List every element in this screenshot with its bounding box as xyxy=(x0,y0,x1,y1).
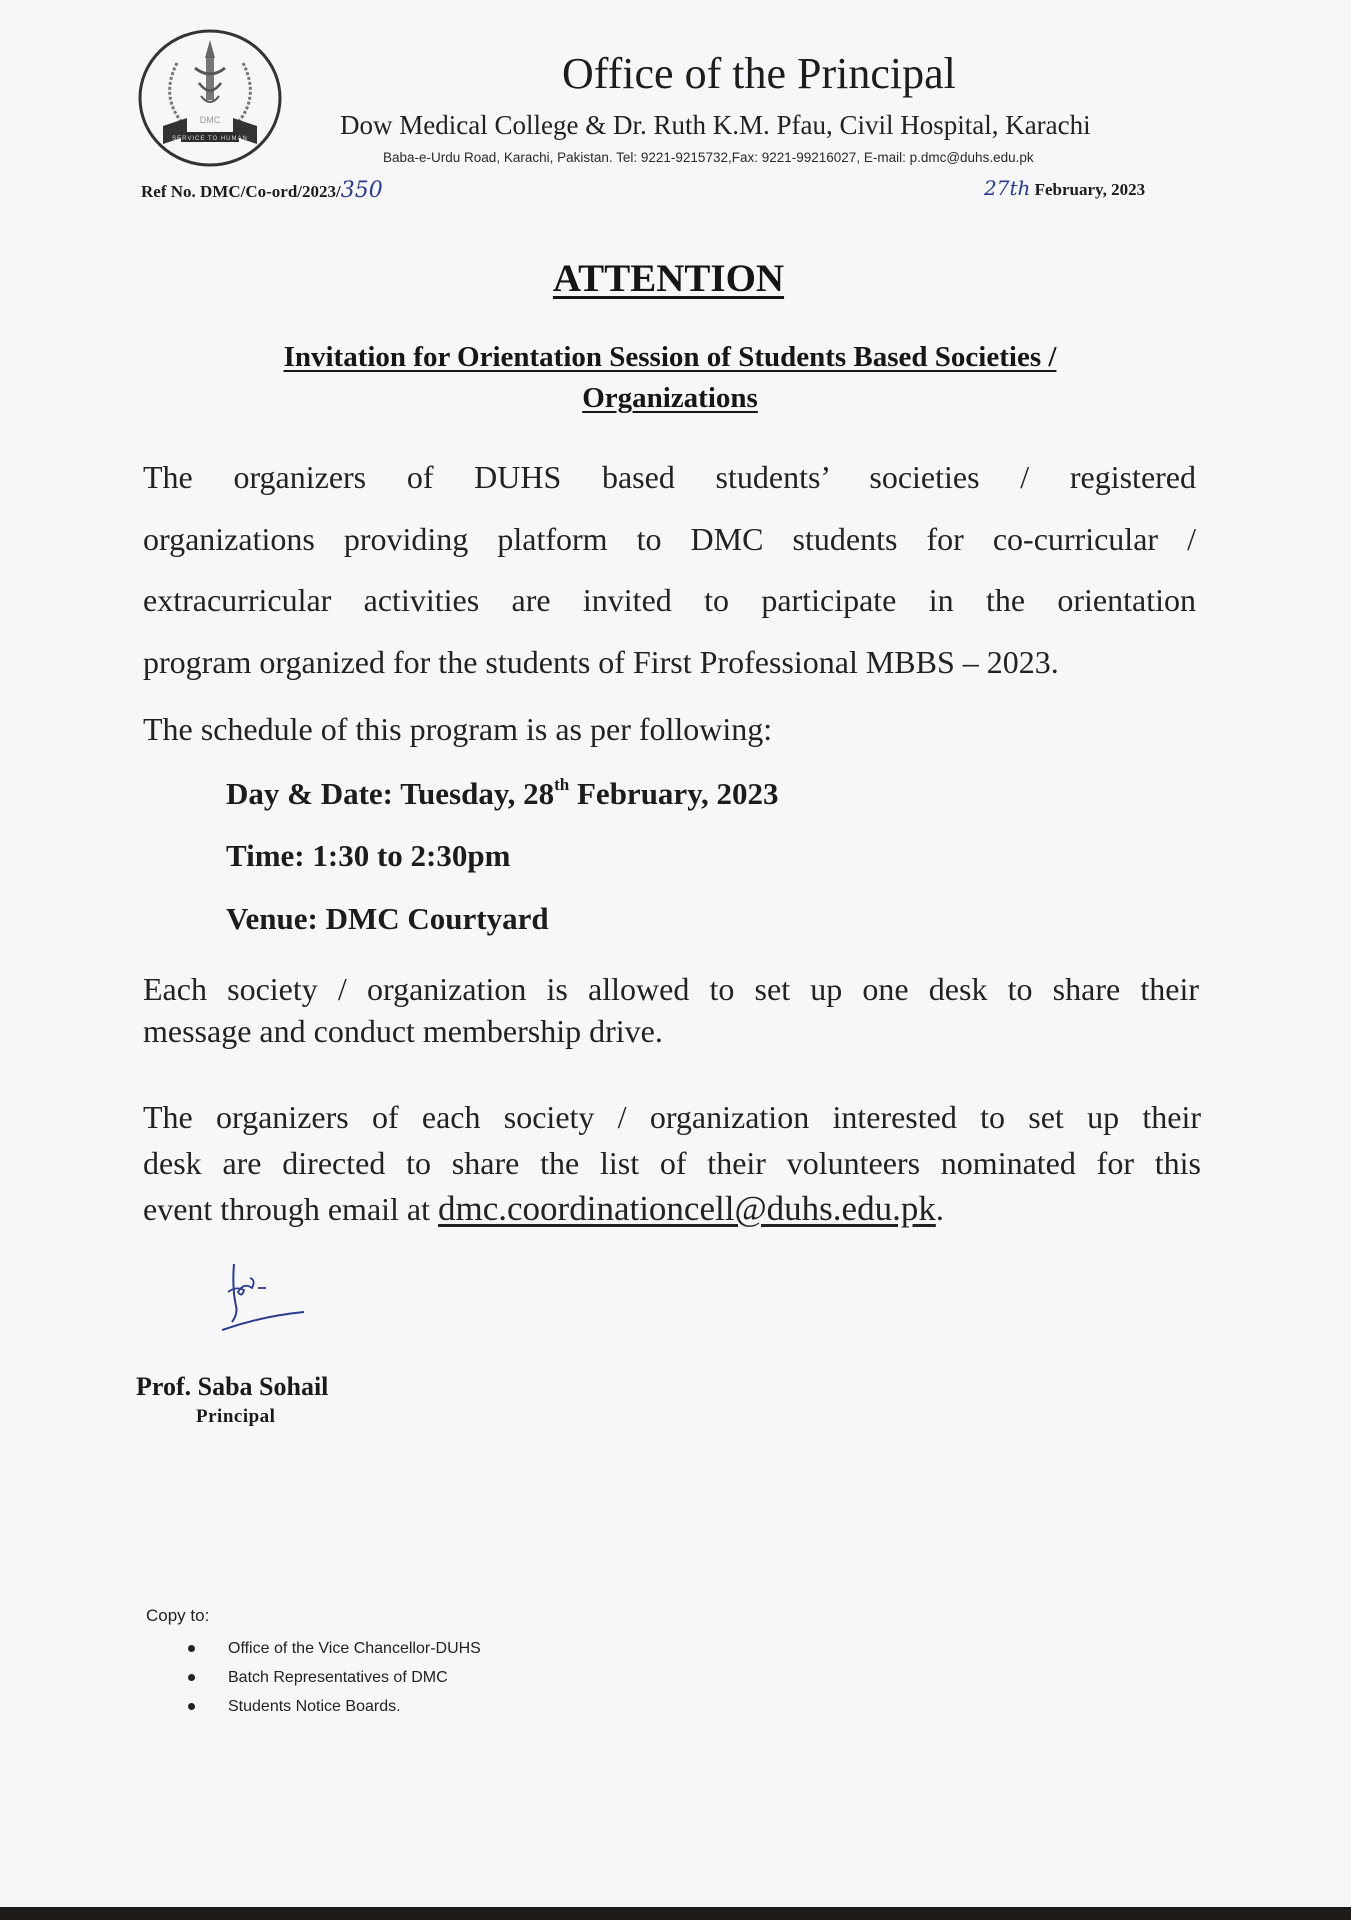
reference-number xyxy=(141,178,383,203)
copy-to-list xyxy=(188,1634,481,1721)
attention-heading: ATTENTION xyxy=(552,257,785,300)
list-item: Batch Representatives of DMC xyxy=(188,1663,481,1692)
college-name: Dow Medical College & Dr. Ruth K.M. Pfau, Civil Hospital, Karachi xyxy=(340,110,1091,140)
reference-handwritten-number: 350 xyxy=(340,178,383,203)
paragraph-line: organizations providing platform to DMC students for co-curricular / xyxy=(143,520,1196,557)
paragraph-line: message and conduct membership drive. xyxy=(143,1013,663,1049)
subject-line-2: Organizations xyxy=(582,382,758,414)
list-item: Office of the Vice Chancellor-DUHS xyxy=(188,1634,481,1663)
date-handwritten-day: 27th xyxy=(984,176,1031,200)
coordination-email-link[interactable]: dmc.coordinationcell@duhs.edu.pk xyxy=(438,1189,936,1228)
copy-to-label: Copy to: xyxy=(146,1606,210,1625)
scan-bottom-edge xyxy=(0,1907,1351,1920)
signer-name: Prof. Saba Sohail xyxy=(136,1372,329,1401)
schedule-day-date: Day & Date: Tuesday, 28th February, 2023 xyxy=(226,775,779,811)
paragraph-line: event through email at dmc.coordinationcell@duhs.edu.pk. xyxy=(143,1189,944,1228)
signer-title: Principal xyxy=(196,1406,276,1427)
schedule-intro: The schedule of this program is as per following: xyxy=(143,711,773,747)
bullet-icon xyxy=(188,1703,195,1710)
list-item: Students Notice Boards. xyxy=(188,1692,481,1721)
svg-text:DMC: DMC xyxy=(199,115,221,125)
paragraph-line: Each society / organization is allowed to set up one desk to share their xyxy=(143,971,1199,1007)
schedule-venue: Venue: DMC Courtyard xyxy=(226,901,549,936)
schedule-time: Time: 1:30 to 2:30pm xyxy=(226,838,511,873)
bullet-icon xyxy=(188,1645,195,1652)
svg-text:SERVICE TO HUMAN: SERVICE TO HUMAN xyxy=(172,136,248,142)
invitation-paragraph xyxy=(143,447,1196,693)
paragraph-line: extracurricular activities are invited to participate in the orientation xyxy=(143,582,1196,618)
college-crest-icon xyxy=(137,28,283,168)
handwritten-signature-icon xyxy=(222,1258,322,1338)
paragraph-line: The organizers of DUHS based students’ societies / registered xyxy=(143,459,1196,495)
subject-line-1: Invitation for Orientation Session of Students Based Societies / xyxy=(283,341,1057,373)
reference-prefix: Ref No. DMC/Co-ord/2023/ xyxy=(141,182,341,201)
letter-date xyxy=(984,176,1145,200)
subject-heading xyxy=(180,337,1160,419)
contact-address: Baba-e-Urdu Road, Karachi, Pakistan. Tel: 9221-9215732,Fax: 9221-99216027, E-mail: p.dmc@duhs.edu.pk xyxy=(383,150,1034,165)
paragraph-line: The organizers of each society / organization interested to set up their xyxy=(143,1099,1201,1135)
office-title: Office of the Principal xyxy=(562,49,956,98)
desk-setup-paragraph xyxy=(143,968,1199,1052)
date-month-year: February, 2023 xyxy=(1030,180,1146,199)
paragraph-line: desk are directed to share the list of their volunteers nominated for this xyxy=(143,1144,1201,1181)
bullet-icon xyxy=(188,1674,195,1681)
volunteer-list-paragraph xyxy=(143,1095,1201,1233)
paragraph-line: program organized for the students of First Professional MBBS – 2023. xyxy=(143,643,1059,680)
